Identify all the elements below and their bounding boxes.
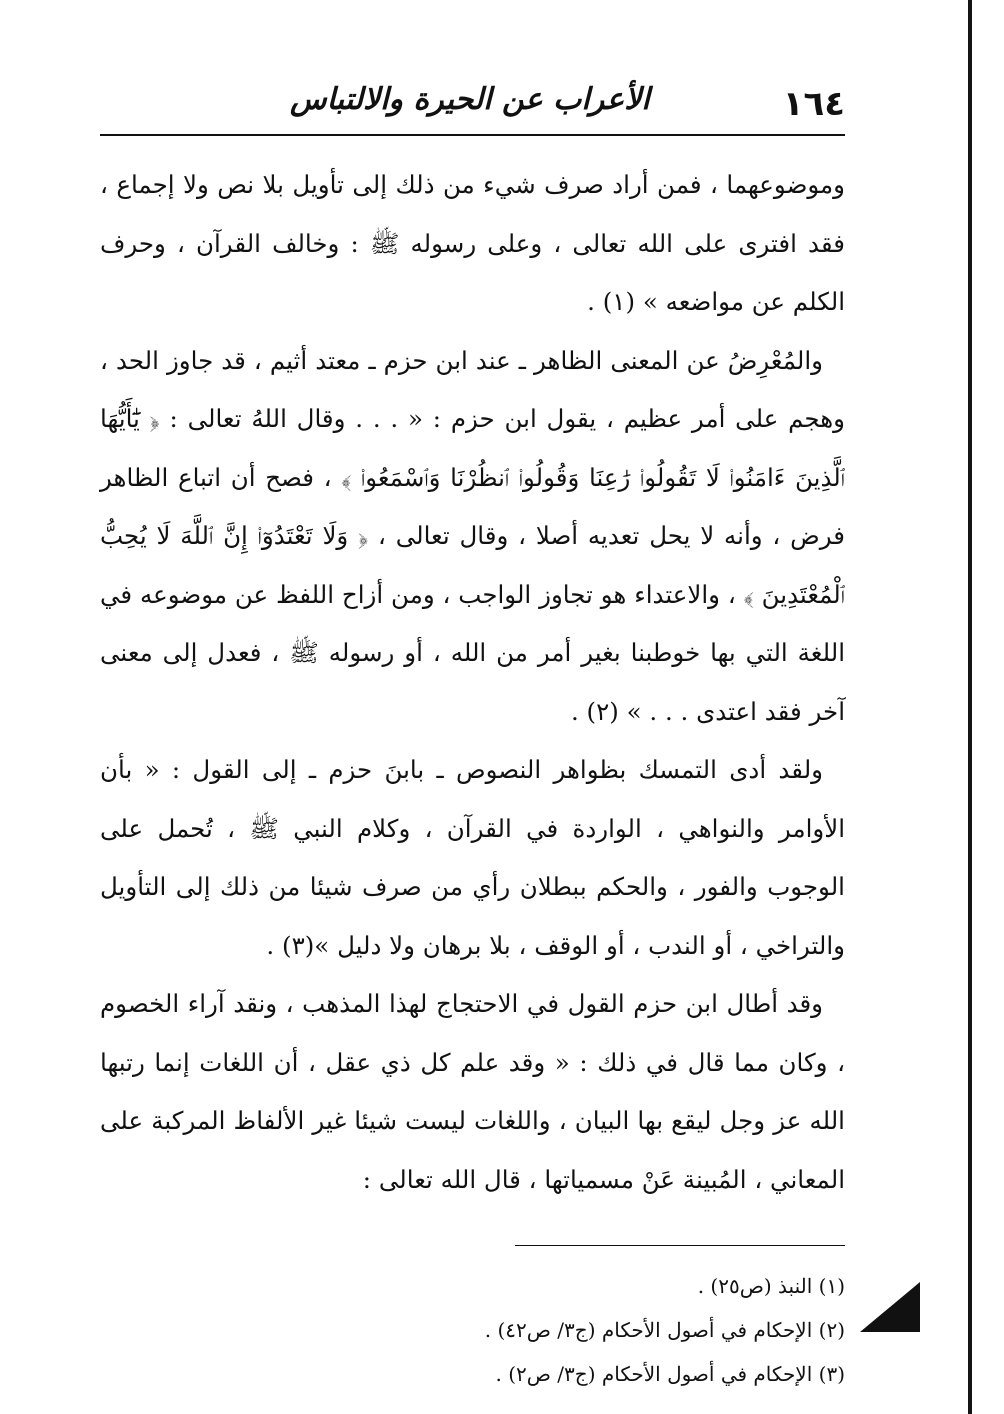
page-number: ١٦٤ — [782, 84, 845, 124]
paragraph-3: ولقد أدى التمسك بظواهر النصوص ـ بابنَ حزم ـ إلى القول : « بأن الأوامر والنواهي ، الواردة في القرآن ، وكلام النبي ﷺ ، تُحمل على الوجوب والفور ، والحكم ببطلان رأي من صرف شيئا من ذلك إلى التأويل والتراخي ، أو الندب ، أو الوقف ، بلا برهان ولا دليل »(٣) . — [100, 755, 845, 960]
book-page — [100, 82, 845, 1396]
body-text — [100, 156, 845, 1209]
paragraph-2: والمُعْرِضُ عن المعنى الظاهر ـ عند ابن حزم ـ معتد أثيم ، قد جاوز الحد ، وهجم على أمر عظيم ، يقول ابن حزم : « . . . وقال اللهُ تعالى : ﴿ يَٰٓأَيُّهَا ٱلَّذِينَ ءَامَنُوا۟ لَا تَقُولُوا۟ رَٰعِنَا وَقُولُوا۟ ٱنظُرْنَا وَٱسْمَعُوا۟ ﴾ ، فصح أن اتباع الظاهر فرض ، وأنه لا يحل تعديه أصلا ، وقال تعالى ، ﴿ وَلَا تَعْتَدُوٓا۟ إِنَّ ٱللَّهَ لَا يُحِبُّ ٱلْمُعْتَدِينَ ﴾ ، والاعتداء هو تجاوز الواجب ، ومن أزاح اللفظ عن موضوعه في اللغة التي بها خوطبنا بغير أمر من الله ، أو رسوله ﷺ ، فعدل إلى معنى آخر فقد اعتدى . . . » (٢) . — [100, 345, 845, 726]
footnote-3: (٣) الإحكام في أصول الأحكام (ج٣/ ص٢) . — [495, 1362, 845, 1386]
footnote-1: (١) النبذ (ص٢٥) . — [697, 1274, 845, 1298]
page-corner-triangle-icon — [860, 1282, 920, 1332]
page-header — [100, 82, 845, 136]
paragraph-4: وقد أطال ابن حزم القول في الاحتجاج لهذا المذهب ، ونقد آراء الخصوم ، وكان مما قال في ذلك : « وقد علم كل ذي عقل ، أن اللغات إنما رتبها الله عز وجل ليقع بها البيان ، واللغات ليست شيئا غير الألفاظ المركبة على المعاني ، المُبينة عَنْ مسمياتها ، قال الله تعالى : — [100, 989, 845, 1194]
running-title: الأعراب عن الحيرة والالتباس — [290, 82, 650, 117]
footnote-separator — [515, 1245, 845, 1246]
page-edge-line — [968, 0, 972, 1414]
footnotes — [100, 1264, 845, 1396]
paragraph-1: وموضوعهما ، فمن أراد صرف شيء من ذلك إلى تأويل بلا نص ولا إجماع ، فقد افترى على الله تعالى ، وعلى رسوله ﷺ : وخالف القرآن ، وحرف الكلم عن مواضعه » (١) . — [100, 170, 845, 316]
footnote-2: (٢) الإحكام في أصول الأحكام (ج٣/ ص٤٢) . — [484, 1318, 845, 1342]
